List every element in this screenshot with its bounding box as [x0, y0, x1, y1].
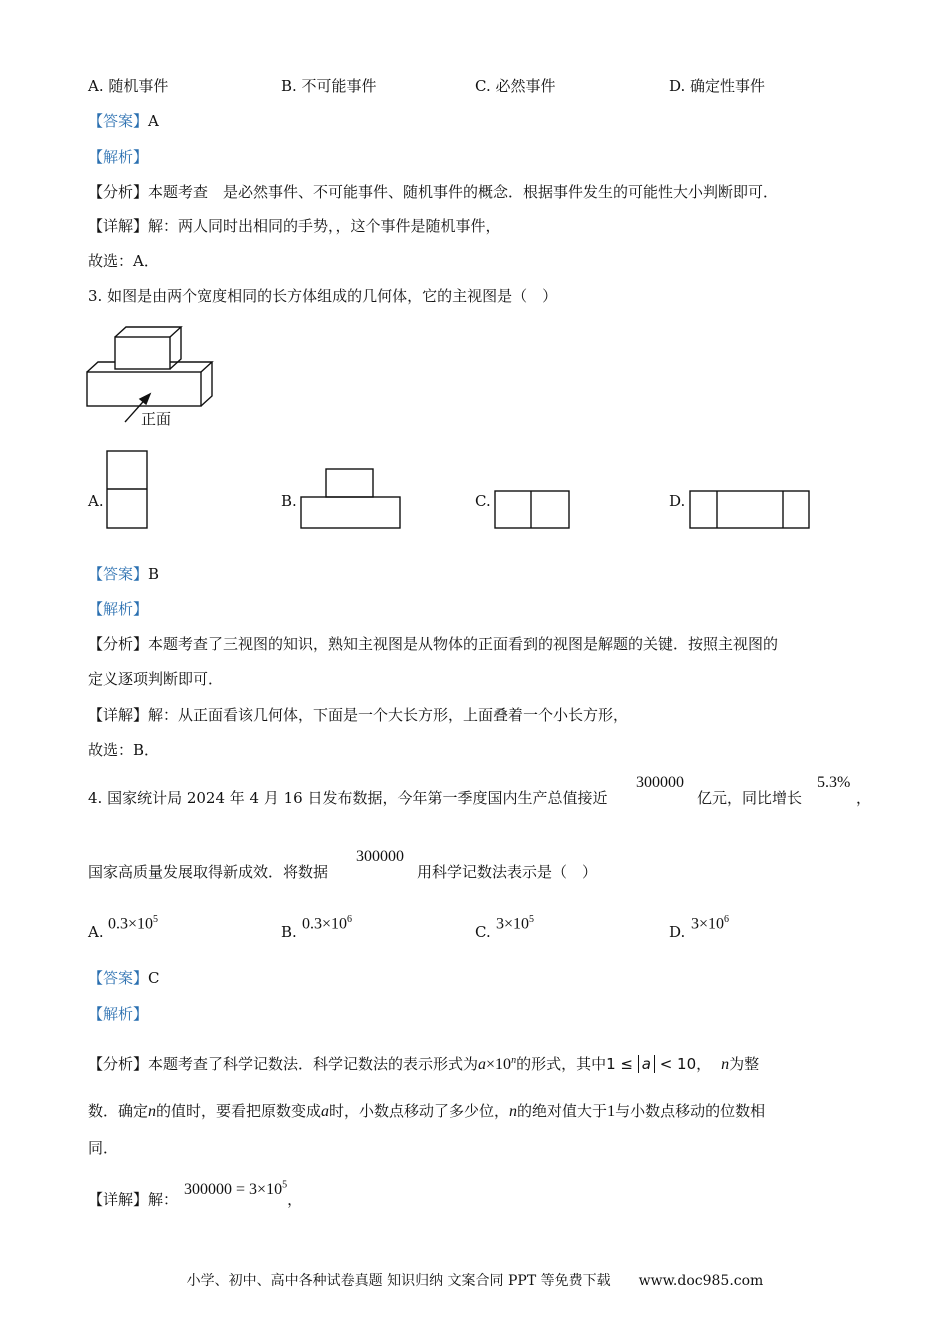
front-label: 正面 — [141, 410, 172, 428]
q3-stem: 3. 如图是由两个宽度相同的长方体组成的几何体，它的主视图是（ ） — [88, 287, 558, 305]
q3-option-c-figure — [494, 490, 570, 530]
q2-choose: 故选：A． — [88, 252, 159, 270]
q4-option-d-value: $3\times 10^6$ — [691, 914, 730, 933]
q4-option-b-label: B. — [281, 923, 297, 941]
q4-fenxi-3: 同． — [88, 1139, 119, 1157]
q4-fenxi-2: 数．确定n的值时，要看把原数变成a时，小数点移动了多少位，n的绝对值大于1与小数点移动的位数相 — [88, 1102, 766, 1120]
q4-equation: $300000 = 3\times 10^5$ — [184, 1180, 288, 1199]
q3-fenxi-1: 【分析】本题考查了三视图的知识，熟知主视图是从物体的正面看到的视图是解题的关键．按照主视图的 — [88, 635, 779, 653]
q3-option-a-label: A. — [88, 492, 104, 510]
inequality: 1 ≤ a < 10 — [606, 1055, 697, 1073]
q2-option-c: C. 必然事件 — [475, 77, 556, 95]
q3-option-d-label: D. — [669, 492, 686, 510]
q4-stem-line1b: 亿元，同比增长 — [697, 789, 803, 807]
q4-option-a-value: $0.3\times 10^5$ — [108, 914, 159, 933]
q4-analysis-heading: 【解析】 — [88, 1005, 149, 1023]
q4-num-300000: 300000 — [636, 774, 684, 791]
answer-tag: 【答案】 — [88, 112, 149, 130]
q3-option-a-figure — [106, 450, 148, 530]
q2-option-b: B. 不可能事件 — [281, 77, 377, 95]
q4-pct: 5.3% — [817, 774, 851, 791]
q3-fenxi-2: 定义逐项判断即可． — [88, 670, 224, 688]
q3-option-b-label: B. — [281, 492, 297, 510]
q3-analysis-heading: 【解析】 — [88, 600, 149, 618]
q4-option-c-value: $3\times 10^5$ — [496, 914, 535, 933]
q4-option-a-label: A. — [88, 923, 104, 941]
q4-stem-line2b: 用科学记数法表示是（ ） — [417, 863, 598, 881]
answer-value: A — [148, 112, 159, 130]
q3-option-b-figure — [300, 468, 402, 530]
q4-num-300000-b: 300000 — [356, 848, 404, 865]
q4-option-b-value: $0.3\times 10^6$ — [302, 914, 353, 933]
q4-option-c-label: C. — [475, 923, 491, 941]
q2-analysis-heading: 【解析】 — [88, 148, 149, 166]
q4-stem-line2a: 国家高质量发展取得新成效．将数据 — [88, 863, 329, 881]
q2-option-d: D. 确定性事件 — [669, 77, 766, 95]
q2-fenxi: 【分析】本题考查 是必然事件、不可能事件、随机事件的概念．根据事件发生的可能性大小判断即可． — [88, 183, 779, 201]
q2-answer — [88, 111, 159, 131]
q3-choose: 故选：B． — [88, 741, 160, 759]
q4-option-d-label: D. — [669, 923, 686, 941]
page-footer: 小学、初中、高中各种试卷真题 知识归纳 文案合同 PPT 等免费下载 www.doc985.com — [186, 1273, 764, 1289]
q4-stem-line1a: 4. 国家统计局 2024 年 4 月 16 日发布数据，今年第一季度国内生产总值接近 — [88, 789, 608, 807]
q2-detail: 【详解】解：两人同时出相同的手势，，这个事件是随机事件， — [88, 217, 501, 235]
q3-detail: 【详解】解：从正面看该几何体，下面是一个大长方形，上面叠着一个小长方形， — [88, 706, 629, 724]
q4-fenxi-1: 【分析】本题考查了科学记数法．科学记数法的表示形式为$a\times 10^n$的形式，其中1 ≤ a < 10， n为整 — [88, 1055, 760, 1073]
q3-answer: 【答案】B — [88, 565, 160, 583]
q3-option-d-figure — [689, 490, 810, 530]
q3-option-c-label: C. — [475, 492, 491, 510]
q4-answer: 【答案】C — [88, 969, 160, 987]
q2-option-a: A. 随机事件 — [88, 77, 169, 95]
q4-comma: ， — [856, 789, 872, 807]
q4-detail: 【详解】解：$300000 = 3\times 10^5$， — [88, 1180, 303, 1209]
